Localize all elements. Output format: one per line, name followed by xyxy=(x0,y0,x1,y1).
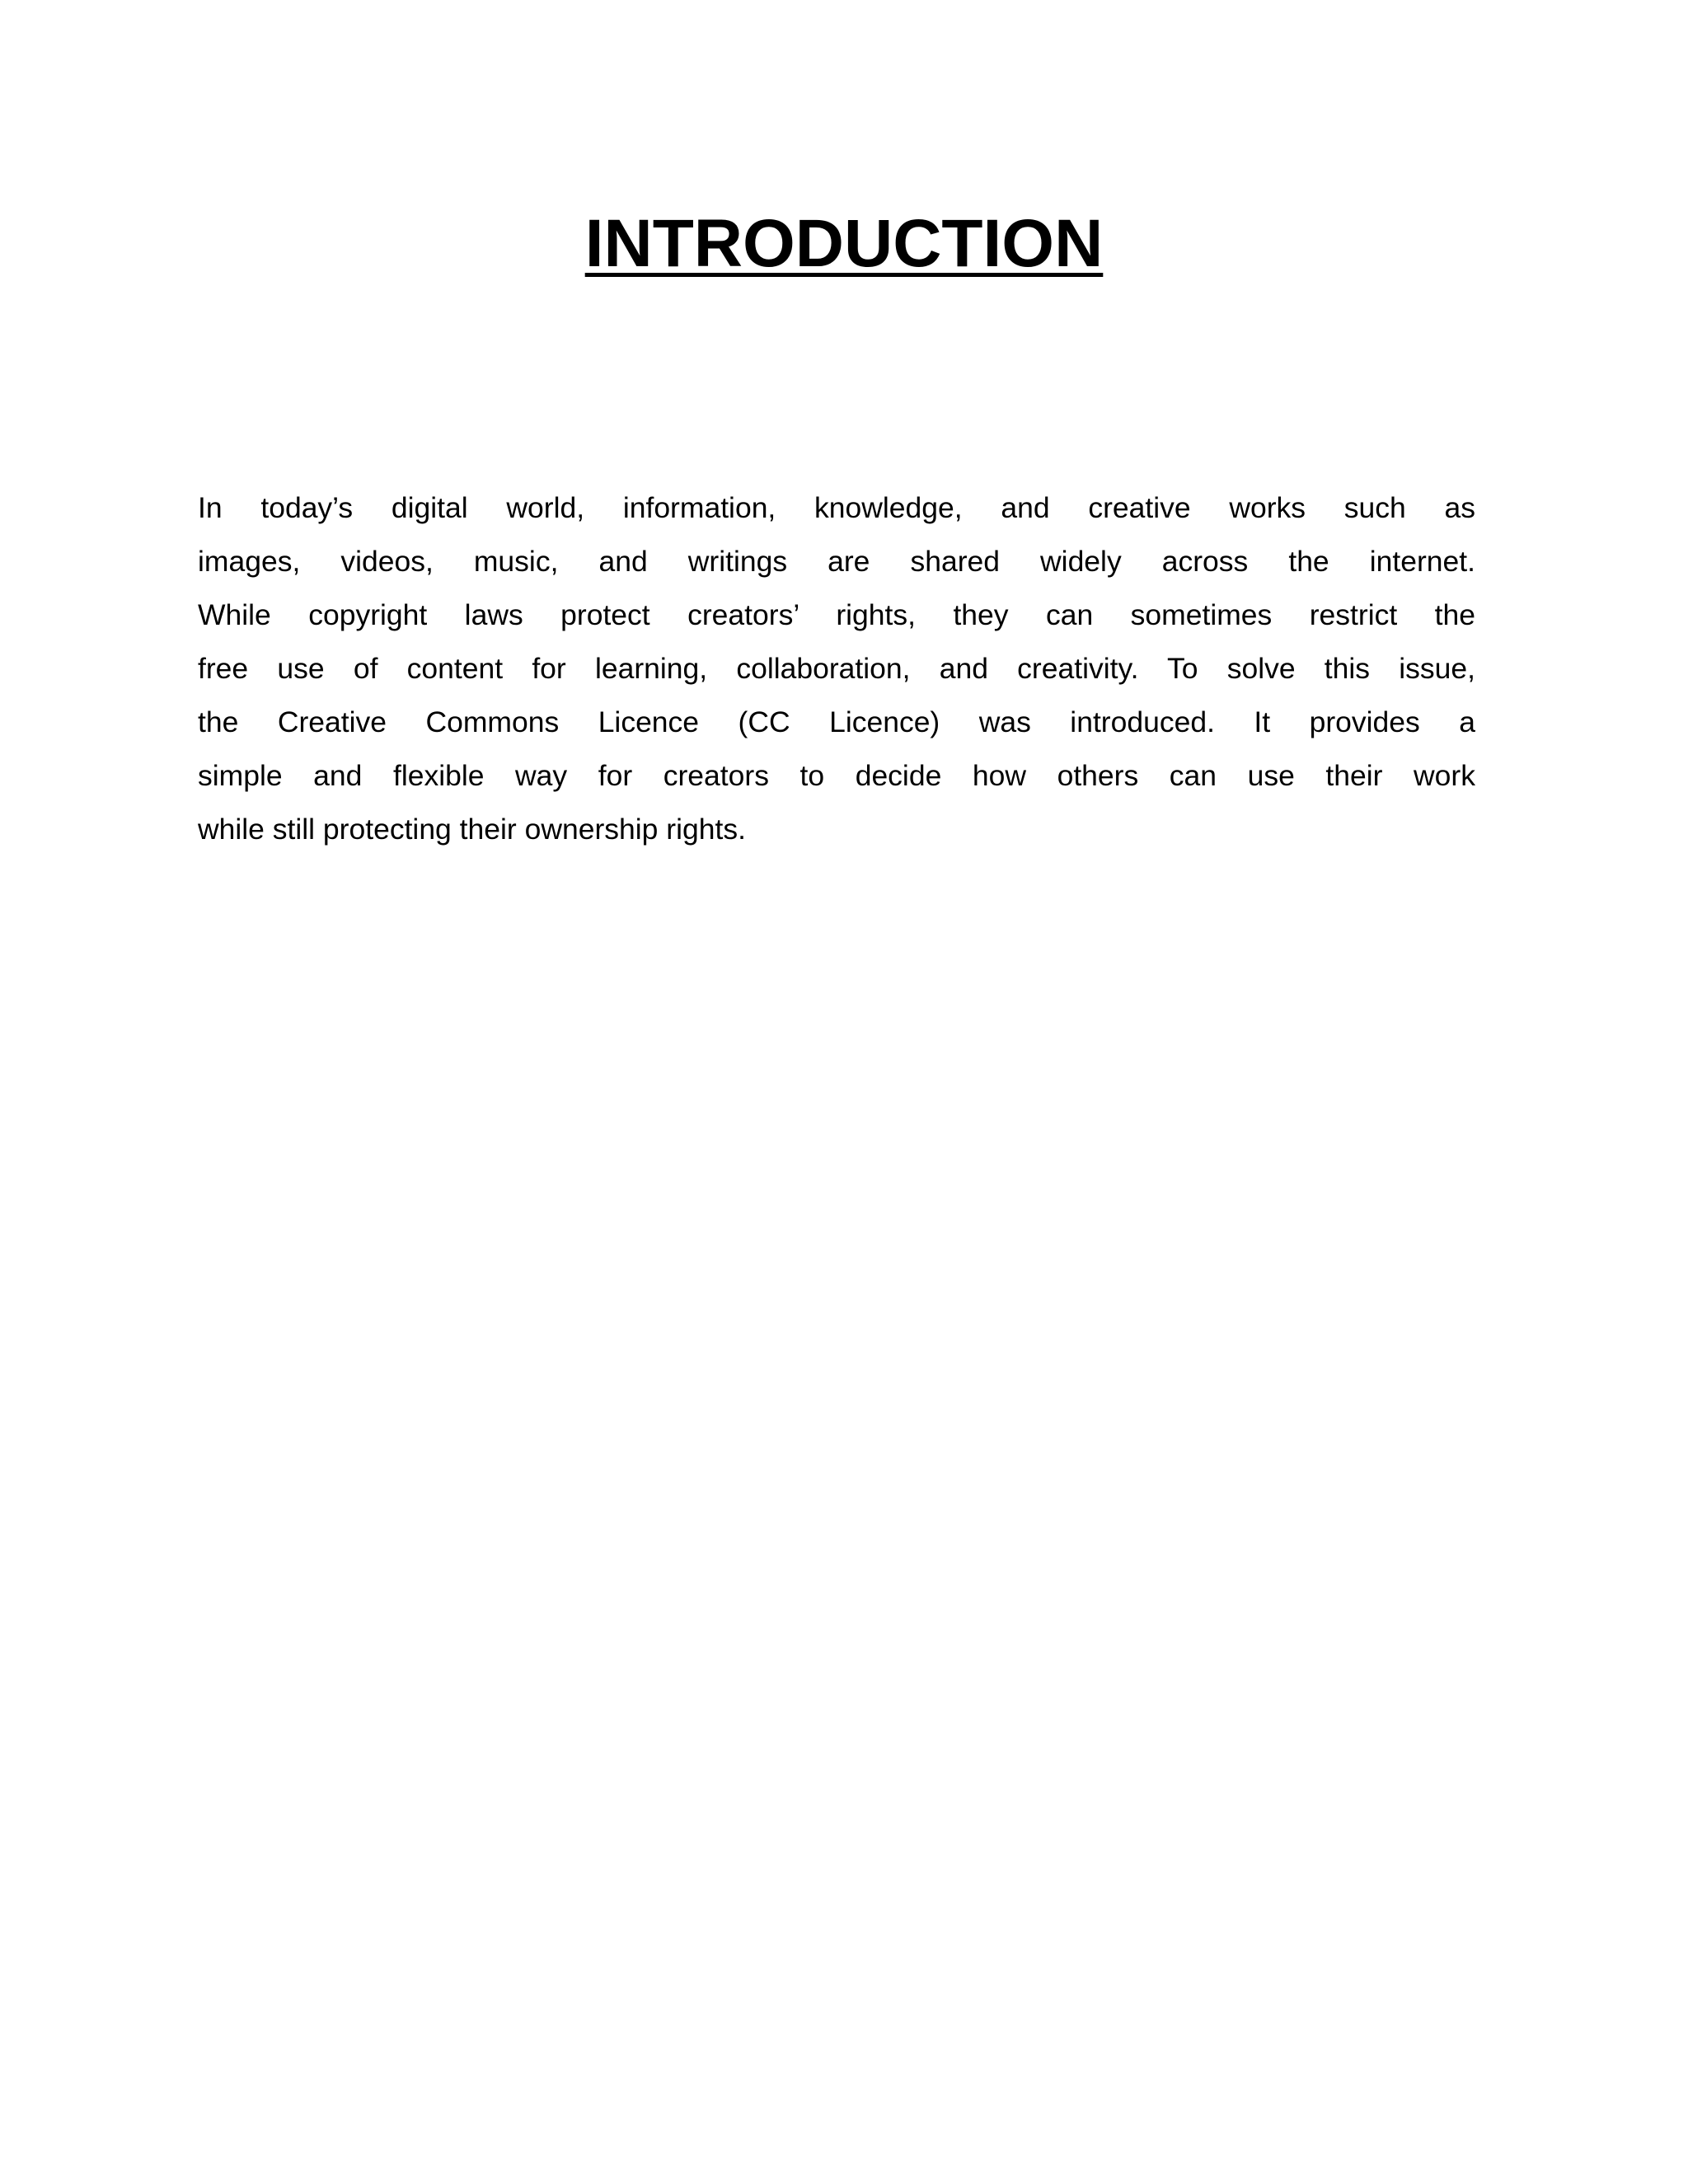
paragraph-line: While copyright laws protect creators’ rights, they can sometimes restrict the xyxy=(198,598,1475,631)
page-title-text: INTRODUCTION xyxy=(584,206,1104,281)
intro-paragraph xyxy=(198,481,1475,856)
paragraph-line: simple and flexible way for creators to decide how others can use their work xyxy=(198,759,1475,792)
paragraph-line: the Creative Commons Licence (CC Licence) was introduced. It provides a xyxy=(198,705,1475,738)
paragraph-line: while still protecting their ownership rights. xyxy=(198,813,746,846)
page-title xyxy=(0,203,1688,285)
paragraph-line: In today’s digital world, information, knowledge, and creative works such as xyxy=(198,491,1475,524)
paragraph-line: free use of content for learning, collaboration, and creativity. To solve this issue, xyxy=(198,652,1475,685)
paragraph-line: images, videos, music, and writings are shared widely across the internet. xyxy=(198,545,1475,578)
